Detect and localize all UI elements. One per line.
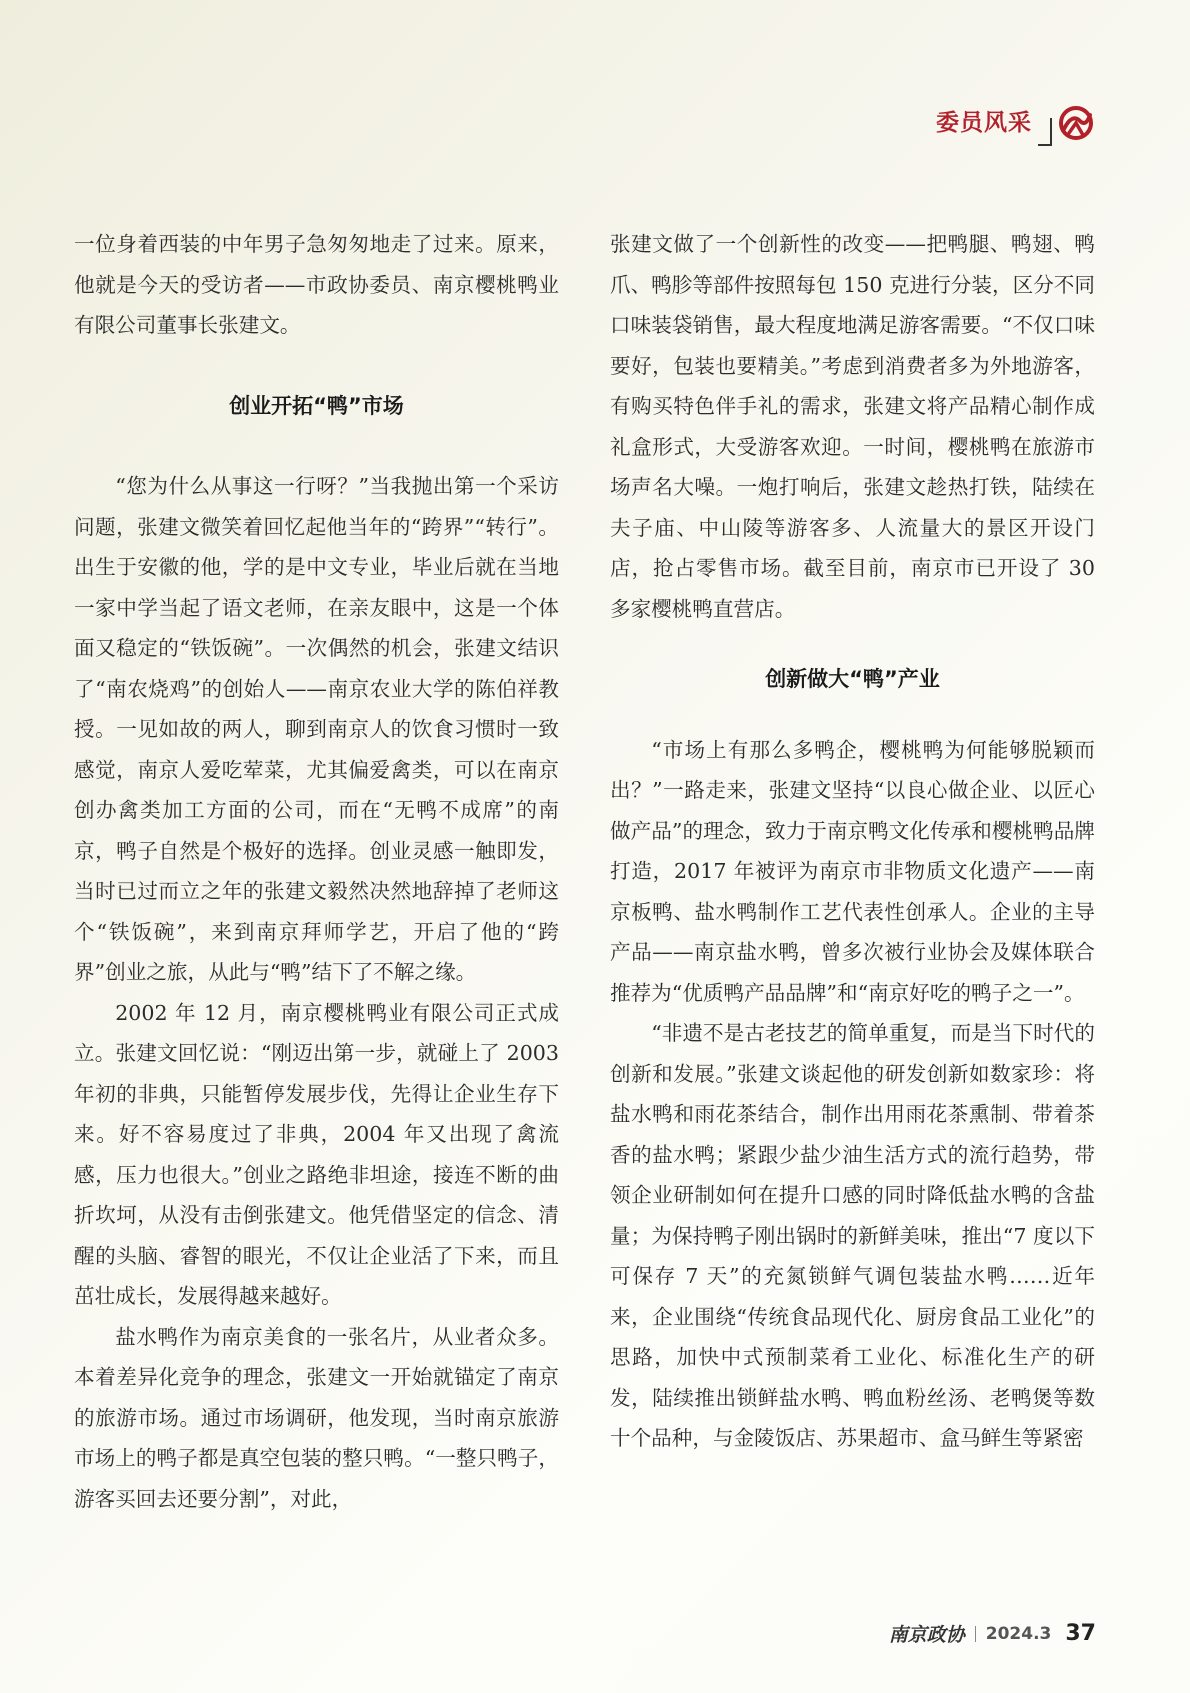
paragraph: “您为什么从事这一行呀？”当我抛出第一个采访问题，张建文微笑着回忆起他当年的“跨界”“转行”。出生于安徽的他，学的是中文专业，毕业后就在当地一家中学当起了语文老师，在亲友眼中，这是一个体面又稳定的“铁饭碗”。一次偶然的机会，张建文结识了“南农烧鸡”的创始人——南京农业大学的陈伯祥教授。一见如故的两人，聊到南京人的饮食习惯时一致感觉，南京人爱吃荤菜，尤其偏爱禽类，可以在南京创办禽类加工方面的公司，而在“无鸭不成席”的南京，鸭子自然是个极好的选择。创业灵感一触即发，当时已过而立之年的张建文毅然决然地辞掉了老师这个“铁饭碗”，来到南京拜师学艺，开启了他的“跨界”创业之旅，从此与“鸭”结下了不解之缘。: [74, 474, 559, 984]
red-swirl-logo-icon: [1056, 103, 1096, 143]
corner-bracket: [1038, 118, 1052, 146]
section-heading: 创新做大“鸭”产业: [765, 667, 940, 691]
right-column: [610, 224, 1095, 1459]
page-header: [936, 100, 1096, 146]
issue-number: 2024.3: [985, 1623, 1052, 1644]
magazine-name: 南京政协: [888, 1624, 965, 1646]
paragraph: 张建文做了一个创新性的改变——把鸭腿、鸭翅、鸭爪、鸭胗等部件按照每包 150 克进行分装，区分不同口味装袋销售，最大程度地满足游客需要。“不仅口味要好，包装也要精美。”考虑到消费者多为外地游客，有购买特色伴手礼的需求，张建文将产品精心制作成礼盒形式，大受游客欢迎。一时间，樱桃鸭在旅游市场声名大噪。一炮打响后，张建文趁热打铁，陆续在夫子庙、中山陵等游客多、人流量大的景区开设门店，抢占零售市场。截至目前，南京市已开设了 30 多家樱桃鸭直营店。: [610, 232, 1095, 621]
section-heading: 创业开拓“鸭”市场: [229, 393, 404, 418]
page-number: 37: [1065, 1621, 1096, 1646]
left-column: [74, 224, 559, 1519]
paragraph: “市场上有那么多鸭企，樱桃鸭为何能够脱颖而出？”一路走来，张建文坚持“以良心做企业、以匠心做产品”的理念，致力于南京鸭文化传承和樱桃鸭品牌打造，2017 年被评为南京市非物质文化遗产——南京板鸭、盐水鸭制作工艺代表性创承人。企业的主导产品——南京盐水鸭，曾多次被行业协会及媒体联合推荐为“优质鸭产品品牌”和“南京好吃的鸭子之一”。: [610, 737, 1095, 1005]
footer-divider: [975, 1626, 976, 1642]
paragraph: 盐水鸭作为南京美食的一张名片，从业者众多。本着差异化竞争的理念，张建文一开始就锚定了南京的旅游市场。通过市场调研，他发现，当时南京旅游市场上的鸭子都是真空包装的整只鸭。“一整只鸭子，游客买回去还要分割”，对此，: [74, 1324, 559, 1511]
paragraph: 一位身着西装的中年男子急匆匆地走了过来。原来，他就是今天的受访者——市政协委员、南京樱桃鸭业有限公司董事长张建文。: [74, 232, 559, 337]
paragraph: 2002 年 12 月，南京樱桃鸭业有限公司正式成立。张建文回忆说：“刚迈出第一步，就碰上了 2003 年初的非典，只能暂停发展步伐，先得让企业生存下来。好不容易度过了非典，2004 年又出现了禽流感，压力也很大。”创业之路绝非坦途，接连不断的曲折坎坷，从没有击倒张建文。他凭借坚定的信念、清醒的头脑、睿智的眼光，不仅让企业活了下来，而且茁壮成长，发展得越来越好。: [74, 1000, 559, 1308]
page-footer: [889, 1620, 1096, 1647]
paragraph: “非遗不是古老技艺的简单重复，而是当下时代的创新和发展。”张建文谈起他的研发创新如数家珍：将盐水鸭和雨花茶结合，制作出用雨花茶熏制、带着茶香的盐水鸭；紧跟少盐少油生活方式的流行趋势，带领企业研制如何在提升口感的同时降低盐水鸭的含盐量；为保持鸭子刚出锅时的新鲜美味，推出“7 度以下可保存 7 天”的充氮锁鲜气调包装盐水鸭……近年来，企业围绕“传统食品现代化、厨房食品工业化”的思路，加快中式预制菜肴工业化、标准化生产的研发，陆续推出锁鲜盐水鸭、鸭血粉丝汤、老鸭煲等数十个品种，与金陵饭店、苏果超市、盒马鲜生等紧密: [610, 1021, 1095, 1450]
section-title: 委员风采: [936, 109, 1032, 136]
